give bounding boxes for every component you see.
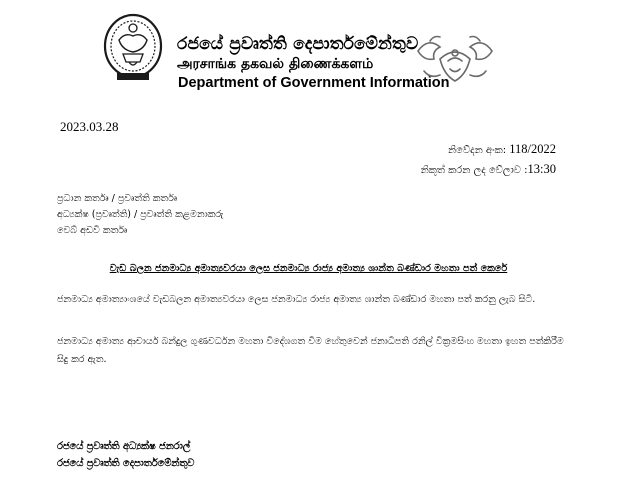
release-time-line (421, 160, 556, 180)
document-date: 2023.03.28 (60, 119, 119, 134)
recipient-line: අධ්‍යක්ෂ (ප්‍රවෘත්ති) / ප්‍රවෘත්ති කළමනාකරු (57, 209, 224, 220)
body-paragraph-2: ජනමාධ්‍ය අමාත්‍ය ආචාර්ය බන්දුල ගුණවර්ධන මහතා විදේශගත වීම හේතුවෙන් ජනාධිපති රනිල් වික්‍රමසිංහ මහතා ඉහත පත්කිරීම සිදු කර ඇත. (57, 336, 564, 365)
release-time-value: 13:30 (527, 162, 556, 176)
release-number-line (421, 140, 556, 160)
recipient-line: වෙබ් අඩවි කර්තෘ (57, 225, 128, 236)
org-name-english: Department of Government Information (178, 75, 450, 91)
recipients-list (57, 191, 223, 239)
signature-department: රජයේ ප්‍රවෘත්ති දෙපාර්තමේන්තුව (57, 458, 195, 469)
signature-title: රජයේ ප්‍රවෘත්ති අධ්‍යක්ෂ ජනරාල් (57, 441, 191, 452)
national-emblem-logo (99, 10, 167, 86)
release-time-label: නිකුත් කරන ලද වේලාව : (420, 165, 528, 176)
release-info (421, 140, 556, 180)
release-number-value: 118/2022 (509, 142, 556, 156)
org-name-tamil: அரசாங்க தகவல் திணைக்களம் (177, 56, 374, 72)
body-paragraph-1: ජනමාධ්‍ය අමාත්‍යාංශයේ වැඩබලන අමාත්‍යවරයා ලෙස ජනමාධ්‍ය රාජ්‍ය අමාත්‍ය ශාන්ත බණ්ඩාර මහතා පත් කරනු ලැබ සිටී. (57, 294, 536, 305)
traditional-ornament-logo (410, 31, 500, 89)
press-release-headline (0, 263, 617, 274)
signature-block (57, 438, 194, 472)
release-number-label: නිවේදන අංක: (448, 145, 507, 156)
headline-text: වැඩ බලන ජනමාධ්‍ය අමාත්‍යවරයා ලෙස ජනමාධ්‍ය රාජ්‍ය අමාත්‍ය ශාන්ත බණ්ඩාර මහතා පත් කෙරේ (109, 263, 508, 274)
recipient-line: ප්‍රධාන කර්තෘ / ප්‍රවෘත්ති කර්තෘ (57, 193, 177, 204)
org-name-sinhala: රජයේ ප්‍රවෘත්ති දෙපාර්තමේන්තුව (177, 34, 419, 54)
